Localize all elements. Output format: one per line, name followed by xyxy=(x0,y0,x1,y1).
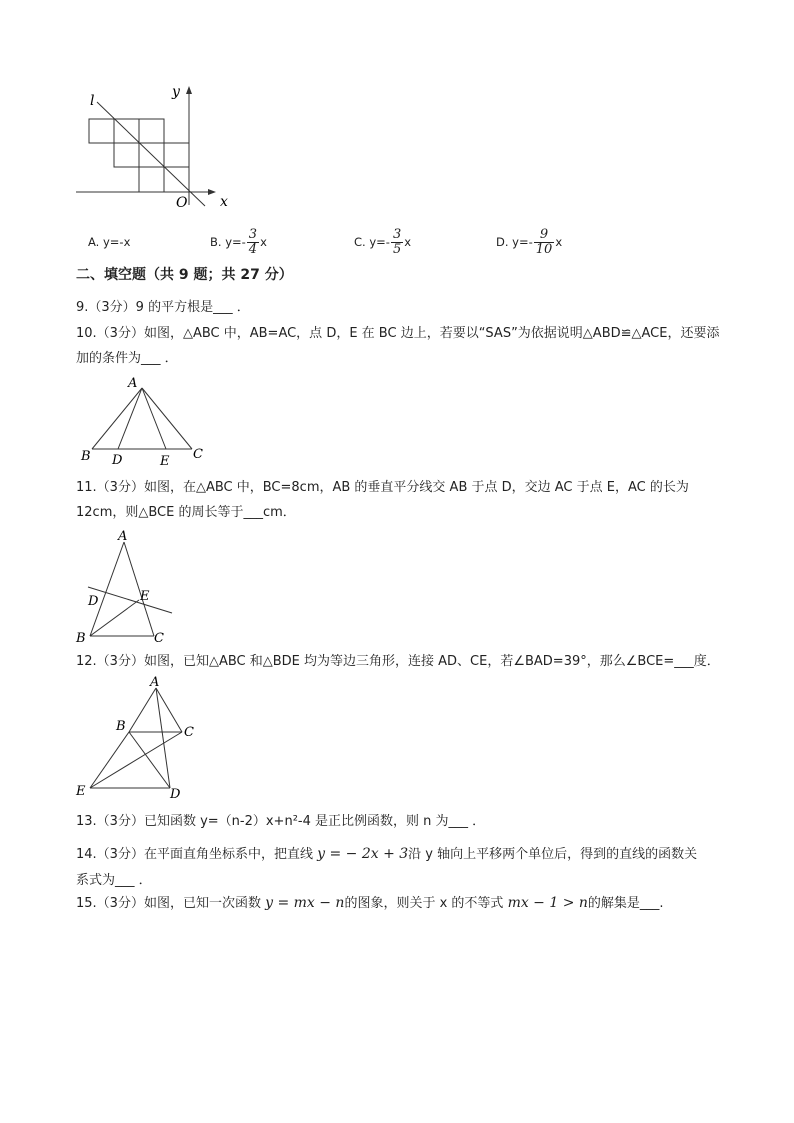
section-title: 二、填空题（共 9 题；共 27 分） xyxy=(76,267,293,283)
q15-text-post: 的解集是___. xyxy=(587,896,664,911)
vertex-c: C xyxy=(193,447,203,462)
question-14-line1 xyxy=(76,844,697,865)
option-text: A. y=-x xyxy=(88,235,131,249)
question-11-line2: 12cm，则△BCE 的周长等于___cm． xyxy=(76,505,296,520)
q15-inequality: mx − 1 > n xyxy=(507,895,588,911)
vertex-e: E xyxy=(160,454,170,467)
vertex-e: E xyxy=(76,784,86,799)
option-prefix: C. y=- xyxy=(354,235,390,249)
fraction-den: 5 xyxy=(392,242,402,257)
vertex-b: B xyxy=(116,719,126,734)
option-prefix: D. y=- xyxy=(496,235,533,249)
fraction xyxy=(247,228,259,257)
option-suffix: x xyxy=(404,235,412,249)
option-prefix: B. y=- xyxy=(210,235,246,249)
fraction xyxy=(391,228,403,257)
q15-text-pre: 15.（3分）如图，已知一次函数 xyxy=(76,896,261,911)
q8-option-b xyxy=(210,228,267,257)
vertex-a: A xyxy=(150,675,160,690)
question-11-line1: 11.（3分）如图，在△ABC 中，BC=8cm，AB 的垂直平分线交 AB 于点 D，交边 AC 于点 E，AC 的长为 xyxy=(76,480,689,495)
question-15 xyxy=(76,893,664,914)
q8-option-d xyxy=(496,228,562,257)
question-13: 13.（3分）已知函数 y=（n-2）x+n²-4 是正比例函数，则 n 为___ ． xyxy=(76,814,486,829)
vertex-a: A xyxy=(118,529,128,544)
label-y: y xyxy=(172,84,180,100)
q14-text-pre: 14.（3分）在平面直角坐标系中，把直线 xyxy=(76,847,313,862)
question-12: 12.（3分）如图，已知△ABC 和△BDE 均为等边三角形，连接 AD、CE，若∠BAD=39°，那么∠BCE=___度． xyxy=(76,654,720,669)
q8-option-c xyxy=(354,228,411,257)
q8-option-a xyxy=(88,232,130,252)
vertex-e: E xyxy=(140,589,150,604)
vertex-d: D xyxy=(88,594,99,609)
label-origin: O xyxy=(176,195,188,211)
fraction-den: 4 xyxy=(248,242,258,257)
vertex-d: D xyxy=(170,787,181,802)
vertex-c: C xyxy=(184,725,194,740)
label-l: l xyxy=(90,93,95,109)
vertex-a: A xyxy=(128,376,138,391)
vertex-d: D xyxy=(112,453,123,467)
fraction-den: 10 xyxy=(535,242,553,257)
vertex-b: B xyxy=(81,449,91,464)
q12-figure xyxy=(72,674,202,802)
question-9: 9.（3分）9 的平方根是___ ． xyxy=(76,300,250,315)
q14-equation: y = − 2x + 3 xyxy=(317,846,409,862)
question-10-line2: 加的条件为___ ． xyxy=(76,351,178,366)
vertex-b: B xyxy=(76,631,86,646)
q11-figure xyxy=(72,526,182,648)
question-14-line2: 系式为___ ． xyxy=(76,873,152,888)
q15-text-mid: 的图象，则关于 x 的不等式 xyxy=(344,896,504,911)
question-10-line1: 10.（3分）如图，△ABC 中，AB=AC，点 D，E 在 BC 边上，若要以“SAS”为依据说明△ABD≌△ACE，还要添 xyxy=(76,326,720,341)
q14-text-post: 沿 y 轴向上平移两个单位后，得到的直线的函数关 xyxy=(408,847,698,862)
q15-equation: y = mx − n xyxy=(265,895,345,911)
label-x: x xyxy=(220,194,228,210)
q10-figure xyxy=(78,372,208,467)
fraction-num: 3 xyxy=(392,227,402,242)
vertex-c: C xyxy=(154,631,164,646)
fraction-num: 9 xyxy=(534,228,555,243)
fraction-num: 3 xyxy=(248,227,258,242)
option-suffix: x xyxy=(555,235,563,249)
option-suffix: x xyxy=(260,235,267,249)
q8-figure xyxy=(70,80,240,215)
fraction xyxy=(534,228,555,257)
